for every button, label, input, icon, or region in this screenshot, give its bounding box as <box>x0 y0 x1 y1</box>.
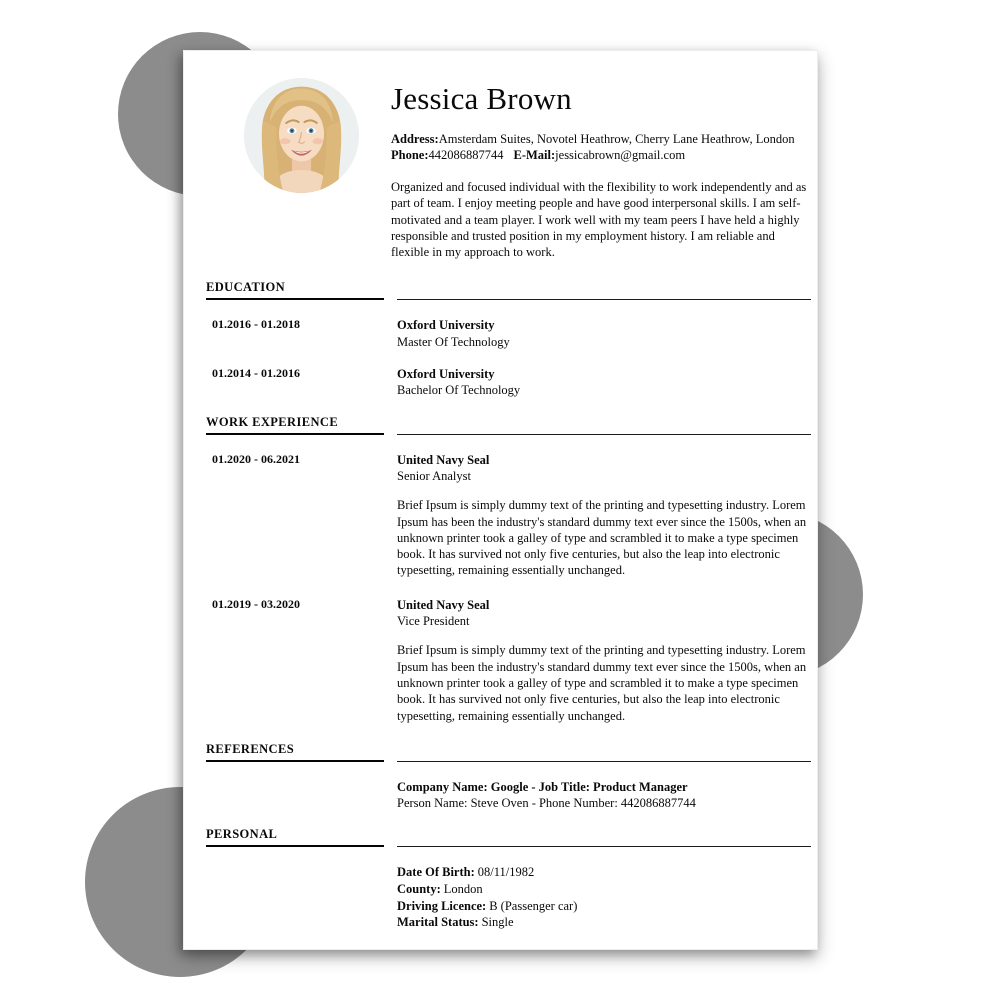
job-description: Brief Ipsum is simply dummy text of the printing and typesetting industry. Lorem Ipsum has been the industry's standard dummy text ever since the 1500s, when an unknown printer took a galley of type and scrambled it to make a type specimen book. It has survived not only five centuries, but also the leap into electronic typesetting, remaining essentially unchanged. <box>397 643 807 723</box>
personal-value: B (Passenger car) <box>489 898 578 913</box>
phone-label: Phone: <box>391 148 429 162</box>
section-heading-education <box>206 280 811 300</box>
section-rule <box>397 827 811 847</box>
personal-item <box>397 914 811 931</box>
profile-summary: Organized and focused individual with the flexibility to work independently and as part of team. I enjoy meeting people and have good interpersonal skills. I am self-motivated and a team player. I work well with my team peers I have held a highly responsible and trusted position in my employment history. I am reliable and flexible in my approach to work. <box>391 180 807 260</box>
personal-value: 08/11/1982 <box>477 865 535 880</box>
personal-title: PERSONAL <box>206 827 384 847</box>
employer-name: United Navy Seal <box>397 452 490 467</box>
education-entry <box>206 366 811 399</box>
job-title: Senior Analyst <box>397 468 471 483</box>
reference-detail <box>397 779 811 812</box>
reference-entry <box>206 779 811 812</box>
personal-entry <box>206 864 811 930</box>
reference-person-line: Person Name: Steve Oven - Phone Number: 442086887744 <box>397 796 696 811</box>
email-value: jessicabrown@gmail.com <box>555 148 686 162</box>
work-detail <box>397 597 811 724</box>
degree-name: Master Of Technology <box>397 334 510 349</box>
work-dates: 01.2019 - 03.2020 <box>212 596 300 611</box>
section-rule <box>397 415 811 435</box>
header-text-block <box>391 78 811 260</box>
personal-value: London <box>443 882 483 897</box>
address-label: Address: <box>391 132 439 146</box>
personal-item <box>397 864 811 881</box>
email-label: E-Mail: <box>513 148 556 162</box>
reference-company-line: Company Name: Google - Job Title: Product Manager <box>397 779 688 794</box>
education-title: EDUCATION <box>206 280 384 300</box>
address-line <box>391 131 811 147</box>
section-rule <box>397 742 811 762</box>
work-entry <box>206 452 811 579</box>
personal-dates-empty <box>206 864 384 930</box>
employer-name: United Navy Seal <box>397 597 490 612</box>
profile-photo <box>244 78 359 193</box>
personal-label: Date Of Birth: <box>397 865 475 880</box>
section-heading-personal <box>206 827 811 847</box>
personal-label: Driving Licence: <box>397 898 487 913</box>
school-name: Oxford University <box>397 318 495 333</box>
references-title: REFERENCES <box>206 742 384 762</box>
work-dates: 01.2020 - 06.2021 <box>212 451 300 466</box>
personal-detail <box>397 864 811 930</box>
contact-info <box>391 131 811 163</box>
education-detail <box>397 366 811 399</box>
education-dates: 01.2016 - 01.2018 <box>212 317 300 332</box>
section-heading-references <box>206 742 811 762</box>
personal-label: County: <box>397 882 441 897</box>
address-value: Amsterdam Suites, Novotel Heathrow, Cherry Lane Heathrow, London <box>438 132 795 146</box>
work-detail <box>397 452 811 579</box>
personal-item <box>397 881 811 898</box>
education-detail <box>397 317 811 350</box>
section-rule <box>397 280 811 300</box>
work-entry <box>206 597 811 724</box>
school-name: Oxford University <box>397 367 495 382</box>
woman-portrait-illustration <box>244 78 359 193</box>
personal-item <box>397 898 811 915</box>
candidate-name: Jessica Brown <box>391 81 572 116</box>
job-title: Vice President <box>397 614 470 629</box>
personal-label: Marital Status: <box>397 915 479 930</box>
education-entry <box>206 317 811 350</box>
reference-dates-empty <box>206 779 384 812</box>
work-experience-title: WORK EXPERIENCE <box>206 415 384 435</box>
phone-value: 442086887744 <box>428 148 504 162</box>
education-dates: 01.2014 - 01.2016 <box>212 366 300 381</box>
degree-name: Bachelor Of Technology <box>397 383 521 398</box>
section-heading-work-experience <box>206 415 811 435</box>
phone-email-line <box>391 147 811 163</box>
personal-value: Single <box>481 915 514 930</box>
resume-header <box>206 78 811 260</box>
resume-page <box>183 50 818 950</box>
job-description: Brief Ipsum is simply dummy text of the printing and typesetting industry. Lorem Ipsum has been the industry's standard dummy text ever since the 1500s, when an unknown printer took a galley of type and scrambled it to make a type specimen book. It has survived not only five centuries, but also the leap into electronic typesetting, remaining essentially unchanged. <box>397 498 807 578</box>
